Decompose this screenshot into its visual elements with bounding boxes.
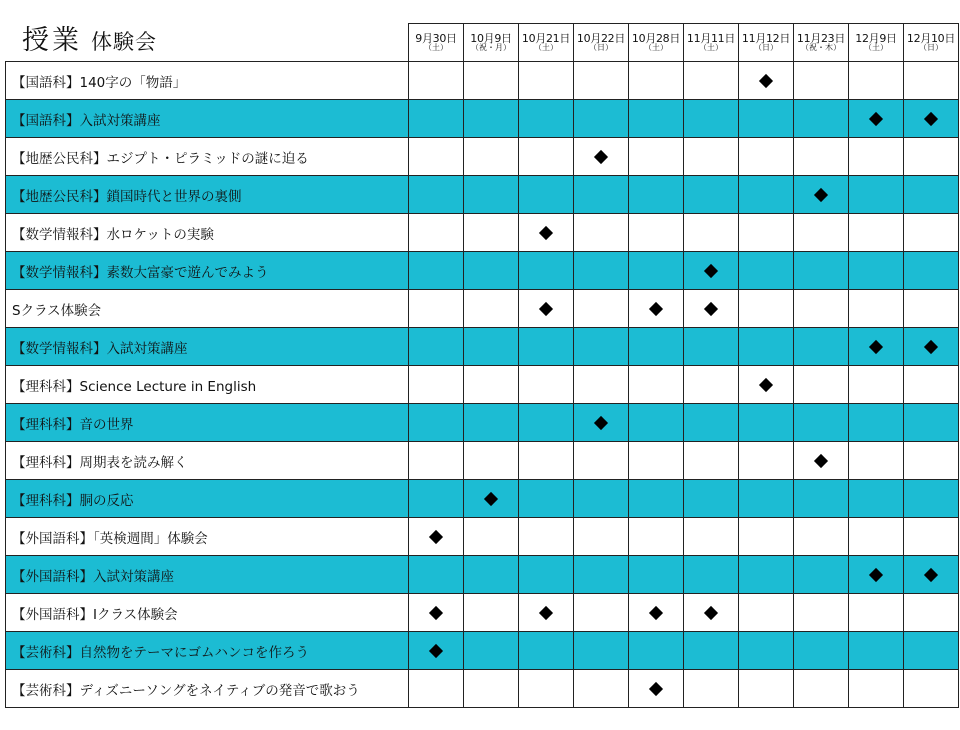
schedule-cell bbox=[464, 290, 519, 328]
schedule-cell bbox=[519, 442, 574, 480]
schedule-cell bbox=[904, 366, 959, 404]
schedule-cell bbox=[904, 252, 959, 290]
schedule-cell bbox=[739, 62, 794, 100]
day-label: （祝・木） bbox=[801, 43, 841, 53]
schedule-cell bbox=[794, 62, 849, 100]
schedule-cell bbox=[409, 442, 464, 480]
schedule-cell bbox=[904, 518, 959, 556]
course-name: Sクラス体験会 bbox=[6, 290, 409, 328]
schedule-cell bbox=[574, 328, 629, 366]
schedule-cell bbox=[409, 252, 464, 290]
schedule-cell bbox=[464, 214, 519, 252]
course-name: 【外国語科】入試対策講座 bbox=[6, 556, 409, 594]
schedule-cell bbox=[849, 480, 904, 518]
schedule-cell bbox=[464, 480, 519, 518]
schedule-cell bbox=[464, 670, 519, 708]
schedule-cell bbox=[904, 670, 959, 708]
table-row bbox=[6, 442, 959, 480]
table-row bbox=[6, 214, 959, 252]
schedule-cell bbox=[849, 62, 904, 100]
schedule-cell bbox=[519, 404, 574, 442]
schedule-cell bbox=[794, 138, 849, 176]
table-row bbox=[6, 632, 959, 670]
schedule-cell bbox=[904, 594, 959, 632]
day-label: （日） bbox=[919, 43, 943, 53]
schedule-cell bbox=[409, 480, 464, 518]
schedule-cell bbox=[519, 594, 574, 632]
schedule-cell bbox=[739, 556, 794, 594]
schedule-cell bbox=[409, 290, 464, 328]
schedule-cell bbox=[684, 670, 739, 708]
schedule-cell bbox=[904, 100, 959, 138]
schedule-cell bbox=[574, 62, 629, 100]
schedule-cell bbox=[849, 176, 904, 214]
table-row bbox=[6, 594, 959, 632]
schedule-cell bbox=[849, 328, 904, 366]
schedule-cell bbox=[739, 138, 794, 176]
schedule-cell bbox=[684, 594, 739, 632]
table-row bbox=[6, 138, 959, 176]
diamond-icon bbox=[869, 112, 883, 126]
schedule-cell bbox=[629, 518, 684, 556]
schedule-cell bbox=[519, 632, 574, 670]
diamond-icon bbox=[869, 340, 883, 354]
schedule-cell bbox=[849, 404, 904, 442]
schedule-cell bbox=[684, 404, 739, 442]
schedule-cell bbox=[409, 100, 464, 138]
schedule-cell bbox=[519, 290, 574, 328]
schedule-cell bbox=[519, 518, 574, 556]
schedule-cell bbox=[519, 480, 574, 518]
diamond-icon bbox=[594, 150, 608, 164]
schedule-cell bbox=[574, 176, 629, 214]
schedule-cell bbox=[849, 214, 904, 252]
schedule-cell bbox=[684, 366, 739, 404]
date-header bbox=[849, 24, 904, 62]
date-header bbox=[794, 24, 849, 62]
diamond-icon bbox=[814, 188, 828, 202]
schedule-cell bbox=[464, 62, 519, 100]
diamond-icon bbox=[484, 492, 498, 506]
schedule-cell bbox=[409, 594, 464, 632]
date-header bbox=[574, 24, 629, 62]
schedule-cell bbox=[629, 252, 684, 290]
schedule-cell bbox=[629, 404, 684, 442]
date-label: 10月9日 bbox=[470, 31, 512, 45]
schedule-cell bbox=[464, 518, 519, 556]
course-name: 【数学情報科】入試対策講座 bbox=[6, 328, 409, 366]
schedule-cell bbox=[409, 632, 464, 670]
schedule-cell bbox=[409, 138, 464, 176]
table-row bbox=[6, 404, 959, 442]
diamond-icon bbox=[649, 302, 663, 316]
schedule-cell bbox=[574, 290, 629, 328]
date-label: 10月22日 bbox=[576, 31, 626, 45]
page-title-main: 授業 bbox=[22, 25, 82, 56]
diamond-icon bbox=[649, 606, 663, 620]
schedule-cell bbox=[684, 138, 739, 176]
schedule-cell bbox=[794, 594, 849, 632]
schedule-cell bbox=[794, 442, 849, 480]
course-name: 【理科科】音の世界 bbox=[6, 404, 409, 442]
schedule-cell bbox=[794, 252, 849, 290]
table-row bbox=[6, 252, 959, 290]
schedule-cell bbox=[629, 328, 684, 366]
diamond-icon bbox=[704, 302, 718, 316]
schedule-cell bbox=[629, 366, 684, 404]
course-name: 【理科科】周期表を読み解く bbox=[6, 442, 409, 480]
date-header bbox=[629, 24, 684, 62]
schedule-cell bbox=[574, 594, 629, 632]
schedule-cell bbox=[849, 594, 904, 632]
schedule-cell bbox=[849, 632, 904, 670]
schedule-cell bbox=[464, 100, 519, 138]
schedule-cell bbox=[739, 366, 794, 404]
day-label: （祝・月） bbox=[471, 43, 511, 53]
page-title-sub: 体験会 bbox=[90, 30, 157, 54]
schedule-cell bbox=[629, 670, 684, 708]
schedule-cell bbox=[684, 214, 739, 252]
schedule-cell bbox=[739, 632, 794, 670]
table-row bbox=[6, 518, 959, 556]
table-row bbox=[6, 176, 959, 214]
schedule-cell bbox=[794, 290, 849, 328]
diamond-icon bbox=[539, 606, 553, 620]
diamond-icon bbox=[814, 454, 828, 468]
schedule-table bbox=[5, 23, 959, 708]
schedule-cell bbox=[519, 252, 574, 290]
course-name: 【国語科】入試対策講座 bbox=[6, 100, 409, 138]
schedule-cell bbox=[629, 442, 684, 480]
diamond-icon bbox=[539, 226, 553, 240]
course-name: 【地歴公民科】エジプト・ピラミッドの謎に迫る bbox=[6, 138, 409, 176]
course-name: 【外国語科】「英検週間」体験会 bbox=[6, 518, 409, 556]
schedule-cell bbox=[849, 556, 904, 594]
schedule-cell bbox=[629, 632, 684, 670]
schedule-body bbox=[6, 62, 959, 708]
diamond-icon bbox=[429, 606, 443, 620]
course-name: 【数学情報科】素数大富豪で遊んでみよう bbox=[6, 252, 409, 290]
schedule-cell bbox=[684, 556, 739, 594]
day-label: （土） bbox=[534, 43, 558, 53]
schedule-cell bbox=[629, 214, 684, 252]
schedule-cell bbox=[574, 366, 629, 404]
day-label: （土） bbox=[699, 43, 723, 53]
schedule-cell bbox=[904, 290, 959, 328]
schedule-cell bbox=[574, 670, 629, 708]
schedule-cell bbox=[519, 138, 574, 176]
schedule-cell bbox=[684, 632, 739, 670]
schedule-cell bbox=[904, 62, 959, 100]
day-label: （日） bbox=[589, 43, 613, 53]
course-name: 【地歴公民科】鎖国時代と世界の裏側 bbox=[6, 176, 409, 214]
schedule-cell bbox=[409, 404, 464, 442]
schedule-cell bbox=[629, 100, 684, 138]
schedule-cell bbox=[684, 328, 739, 366]
schedule-cell bbox=[904, 442, 959, 480]
schedule-cell bbox=[629, 556, 684, 594]
schedule-cell bbox=[464, 252, 519, 290]
schedule-cell bbox=[849, 138, 904, 176]
schedule-cell bbox=[519, 670, 574, 708]
schedule-cell bbox=[629, 480, 684, 518]
schedule-cell bbox=[464, 328, 519, 366]
schedule-cell bbox=[739, 328, 794, 366]
schedule-cell bbox=[684, 480, 739, 518]
schedule-cell bbox=[794, 632, 849, 670]
schedule-cell bbox=[409, 518, 464, 556]
diamond-icon bbox=[539, 302, 553, 316]
schedule-cell bbox=[464, 176, 519, 214]
schedule-cell bbox=[739, 290, 794, 328]
schedule-cell bbox=[794, 100, 849, 138]
date-header bbox=[519, 24, 574, 62]
schedule-cell bbox=[519, 62, 574, 100]
course-name: 【芸術科】ディズニーソングをネイティブの発音で歌おう bbox=[6, 670, 409, 708]
table-row bbox=[6, 366, 959, 404]
schedule-cell bbox=[464, 404, 519, 442]
schedule-cell bbox=[739, 404, 794, 442]
schedule-cell bbox=[574, 404, 629, 442]
header-row bbox=[6, 24, 959, 62]
diamond-icon bbox=[429, 644, 443, 658]
course-name: 【数学情報科】水ロケットの実験 bbox=[6, 214, 409, 252]
date-header bbox=[464, 24, 519, 62]
schedule-cell bbox=[904, 632, 959, 670]
schedule-cell bbox=[519, 100, 574, 138]
schedule-cell bbox=[739, 252, 794, 290]
schedule-cell bbox=[574, 100, 629, 138]
diamond-icon bbox=[704, 606, 718, 620]
schedule-cell bbox=[794, 176, 849, 214]
schedule-cell bbox=[574, 138, 629, 176]
schedule-cell bbox=[739, 518, 794, 556]
date-label: 10月21日 bbox=[521, 31, 571, 45]
schedule-cell bbox=[464, 366, 519, 404]
diamond-icon bbox=[869, 568, 883, 582]
schedule-cell bbox=[739, 100, 794, 138]
course-name: 【理科科】Science Lecture in English bbox=[6, 366, 409, 404]
schedule-cell bbox=[409, 176, 464, 214]
course-name: 【国語科】140字の「物語」 bbox=[6, 62, 409, 100]
schedule-cell bbox=[904, 556, 959, 594]
date-label: 11月23日 bbox=[796, 31, 846, 45]
table-row bbox=[6, 670, 959, 708]
schedule-cell bbox=[739, 176, 794, 214]
schedule-cell bbox=[464, 138, 519, 176]
table-row bbox=[6, 100, 959, 138]
schedule-cell bbox=[629, 138, 684, 176]
schedule-cell bbox=[629, 62, 684, 100]
schedule-cell bbox=[739, 214, 794, 252]
schedule-cell bbox=[739, 670, 794, 708]
schedule-cell bbox=[794, 670, 849, 708]
diamond-icon bbox=[704, 264, 718, 278]
schedule-cell bbox=[904, 214, 959, 252]
schedule-cell bbox=[849, 442, 904, 480]
schedule-cell bbox=[519, 176, 574, 214]
schedule-cell bbox=[574, 556, 629, 594]
date-label: 11月12日 bbox=[741, 31, 791, 45]
date-header bbox=[684, 24, 739, 62]
schedule-cell bbox=[849, 100, 904, 138]
schedule-cell bbox=[739, 480, 794, 518]
header-corner bbox=[6, 24, 409, 62]
schedule-cell bbox=[409, 328, 464, 366]
schedule-cell bbox=[904, 138, 959, 176]
schedule-cell bbox=[519, 328, 574, 366]
diamond-icon bbox=[924, 112, 938, 126]
schedule-cell bbox=[574, 518, 629, 556]
course-name: 【芸術科】自然物をテーマにゴムハンコを作ろう bbox=[6, 632, 409, 670]
schedule-cell bbox=[849, 290, 904, 328]
schedule-cell bbox=[684, 442, 739, 480]
schedule-cell bbox=[794, 366, 849, 404]
schedule-cell bbox=[849, 518, 904, 556]
schedule-cell bbox=[629, 594, 684, 632]
schedule-cell bbox=[794, 518, 849, 556]
diamond-icon bbox=[924, 568, 938, 582]
table-row bbox=[6, 62, 959, 100]
diamond-icon bbox=[429, 530, 443, 544]
schedule-cell bbox=[684, 176, 739, 214]
schedule-cell bbox=[519, 214, 574, 252]
schedule-cell bbox=[574, 442, 629, 480]
date-label: 11月11日 bbox=[686, 31, 736, 45]
schedule-cell bbox=[574, 632, 629, 670]
day-label: （日） bbox=[754, 43, 778, 53]
date-header bbox=[904, 24, 959, 62]
schedule-cell bbox=[574, 252, 629, 290]
schedule-cell bbox=[409, 556, 464, 594]
schedule-cell bbox=[904, 480, 959, 518]
diamond-icon bbox=[759, 378, 773, 392]
date-label: 12月9日 bbox=[855, 31, 897, 45]
schedule-cell bbox=[904, 328, 959, 366]
schedule-cell bbox=[464, 594, 519, 632]
schedule-cell bbox=[574, 480, 629, 518]
schedule-cell bbox=[519, 366, 574, 404]
schedule-cell bbox=[794, 404, 849, 442]
table-row bbox=[6, 328, 959, 366]
schedule-cell bbox=[904, 176, 959, 214]
schedule-cell bbox=[904, 404, 959, 442]
schedule-cell bbox=[629, 176, 684, 214]
date-label: 10月28日 bbox=[631, 31, 681, 45]
diamond-icon bbox=[924, 340, 938, 354]
diamond-icon bbox=[649, 682, 663, 696]
schedule-cell bbox=[849, 670, 904, 708]
schedule-cell bbox=[794, 328, 849, 366]
table-row bbox=[6, 290, 959, 328]
course-name: 【理科科】胴の反応 bbox=[6, 480, 409, 518]
schedule-cell bbox=[629, 290, 684, 328]
date-label: 12月10日 bbox=[906, 31, 956, 45]
schedule-cell bbox=[519, 556, 574, 594]
day-label: （土） bbox=[864, 43, 888, 53]
schedule-cell bbox=[409, 62, 464, 100]
date-header bbox=[739, 24, 794, 62]
day-label: （土） bbox=[644, 43, 668, 53]
schedule-cell bbox=[739, 594, 794, 632]
table-row bbox=[6, 480, 959, 518]
schedule-cell bbox=[409, 214, 464, 252]
schedule-cell bbox=[684, 100, 739, 138]
date-label: 9月30日 bbox=[415, 31, 457, 45]
diamond-icon bbox=[594, 416, 608, 430]
day-label: （土） bbox=[424, 43, 448, 53]
schedule-cell bbox=[849, 252, 904, 290]
schedule-cell bbox=[794, 480, 849, 518]
date-header bbox=[409, 24, 464, 62]
schedule-cell bbox=[464, 632, 519, 670]
table-row bbox=[6, 556, 959, 594]
schedule-cell bbox=[409, 366, 464, 404]
diamond-icon bbox=[759, 74, 773, 88]
course-name: 【外国語科】Iクラス体験会 bbox=[6, 594, 409, 632]
schedule-cell bbox=[574, 214, 629, 252]
schedule-cell bbox=[684, 518, 739, 556]
schedule-cell bbox=[684, 252, 739, 290]
schedule-cell bbox=[684, 290, 739, 328]
schedule-cell bbox=[409, 670, 464, 708]
schedule-cell bbox=[794, 214, 849, 252]
schedule-cell bbox=[684, 62, 739, 100]
schedule-cell bbox=[739, 442, 794, 480]
schedule-cell bbox=[464, 442, 519, 480]
schedule-cell bbox=[849, 366, 904, 404]
schedule-cell bbox=[464, 556, 519, 594]
schedule-cell bbox=[794, 556, 849, 594]
